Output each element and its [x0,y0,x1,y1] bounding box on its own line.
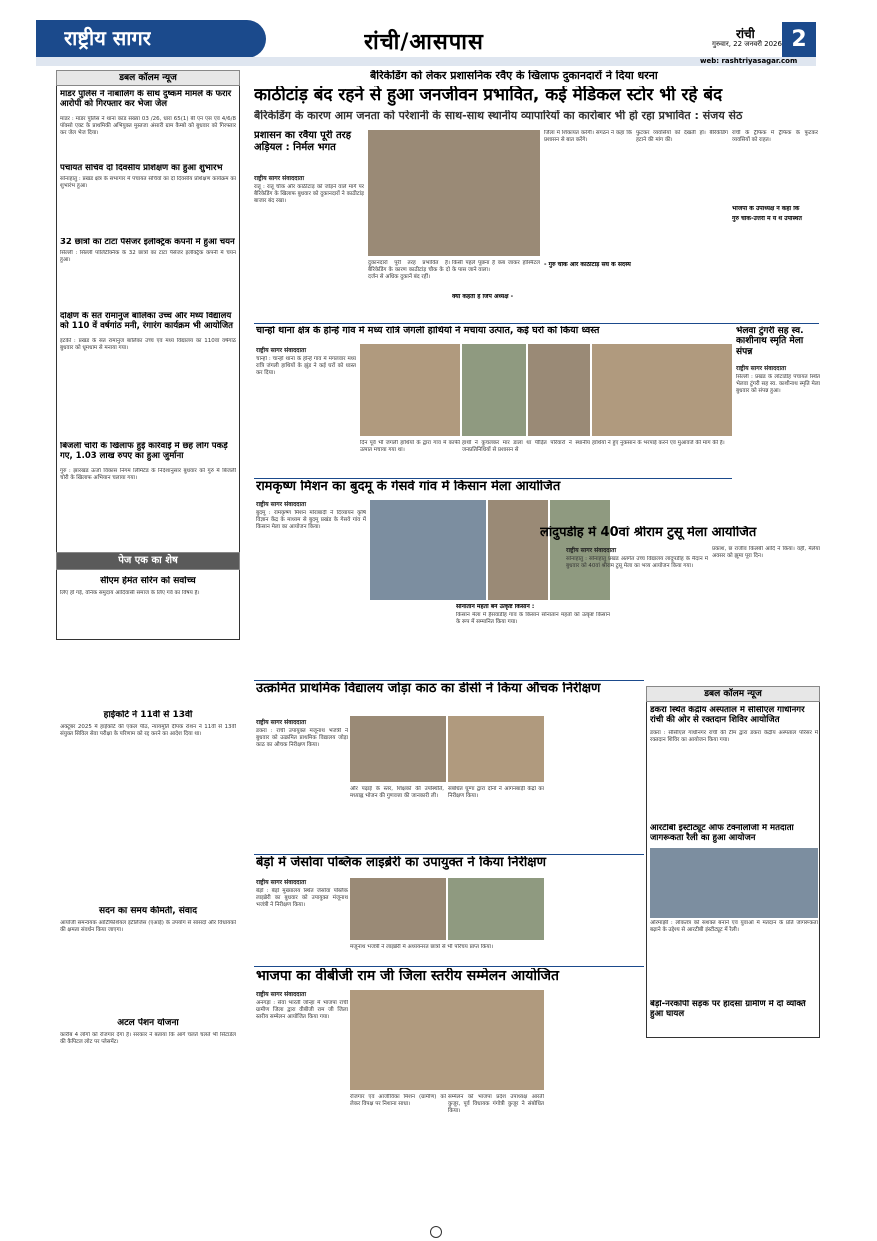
article-body: सिल्ली : प्रखंड के लोटाडीह पंचायत स्थित भेलवा टुंगरी सह स्व. काशीनाथ स्मृति मेला बुधवार को संपन्न हुआ। [736,374,820,394]
divider [254,680,644,681]
registration-mark-icon [430,1226,442,1238]
article-headline: अटल पेंशन योजना [117,1018,179,1028]
article-body: बुदमू : रामकृष्ण मिशन मोराबादी ने दिव्यायन कृषि विज्ञान केंद्र के माध्यम से बुदमू प्रखंड के गेसवे गांव में किसान मेला का आयोजन किया। [256,510,366,530]
article-body: सिल्ली : सिल्ली पॉलिटेक्निक के 32 छात्रों का टाटा पैसेंजर इलेक्ट्रिक कंपनी में चयन हुआ। [60,250,236,263]
website-url: web: rashtriyasagar.com [700,57,798,65]
masthead-title: राष्ट्रीय सागर [64,26,151,50]
article-body: रातू : रातू चौक और काठीटांड़ को जोड़ने वाले मार्ग पर बैरिकेडिंग के खिलाफ बुधवार को दुकानदारों ने काठीटांड़ बाजार बंद रखा। [254,184,364,204]
article-headline: 32 छात्रों का टाटा पैसेंजर इलेक्ट्रिक कंपनी में हुआ चयन [60,238,235,247]
byline: राष्ट्रीय सागर संवाददाता [256,991,307,998]
caption-body: मंजूनाथ भजंत्री ने लाइब्रेरी में अध्ययनरत छात्रों से भी परिचय प्राप्त किया। [350,944,494,950]
article-body: हाथियों ने हुए नुकसान के भरपाई करने एवं मुआवजे की मांग की है। [592,440,725,446]
sub-heading: क्या कहती है जिप अध्यक्ष - [452,294,514,300]
article-body: अक्टूबर 2025 में हाईकोर्ट की एकल पीठ, न्यायमूर्ति दीपक रोशन ने 11वीं से 13वीं संयुक्त सिविल सेवा परीक्षा के परिणाम को रद्द करने का आदेश दिया था। [60,724,236,737]
article-body: हाथी ने कुचलकर मार डाला था पीड़ित परिवारों ने स्थानीय जनप्रतिनिधियों से प्रशासन से [462,440,590,453]
article-body: आयोजी समन्वयक आर्टिफिशियल इंटेलिजेंस (एआई) के उपयोग से सांसदों और विधायकों की क्षमता संवर्धन किया जाएगा। [60,920,236,933]
article-body: रोजगार एवं आजीविका मिशन (ग्रामीण) को लेकर विपक्ष पर निशाना साधा। [350,1094,446,1107]
article-headline: डकरा स्थित केंद्रीय अस्पताल में सीसीएल गांधीनगर रांची की ओर से रक्तदान शिविर आयोजित [650,706,805,725]
article-headline: बिजली चोरी के खिलाफ हुई कार्रवाई में छह लोग पकड़े गए, 1.03 लाख रुपए का हुआ जुर्माना [60,442,228,461]
header-date: गुरुवार, 22 जनवरी 2026 [712,40,782,48]
story-headline: भेलवा टुंगरी सह स्व. काशीनाथ स्मृति मेला संपन्न [736,326,804,357]
article-body: सोनाहातु : प्रखंड क्षेत्र के सभागार में पंचायत सचिवों का दो दिवसीय प्रशिक्षण कार्यक्रम का शुभारंभ हुआ। [60,176,236,189]
article-body: सम्मेलन को भाजपा प्रदेश उपाध्यक्ष आरती कुजूर, पूर्व विधायक गंगोत्री कुजूर ने संबोधित किया। [448,1094,544,1114]
article-body: कारीब 4 लोगों को रोजगार देगा है। सरकार ने बताया कि आगे चलते चलते भी सिटाडेल की कैपिटल लोट पर प्लेसमेंट। [60,1032,236,1045]
story-headline: चान्हो थाना क्षेत्र के होन्हे गांव में मध्य रात्रि जंगली हाथियों ने मचाया उत्पात, कई घरों को किया ध्वस्त [256,326,600,336]
damaged-house-photo [528,344,590,436]
article-body: प्रकाश, छ राजीव किलबी आदि ने किया। वहीं, मेलेया अवसर को झूमा पूरा दिन। [712,546,820,559]
article-body: लिए हो गई, वनिक समुदाय आदिवासी समाज के लिए गर्व का विषय है। [60,590,200,596]
byline: राष्ट्रीय सागर संवाददाता [256,719,307,726]
divider [254,323,819,324]
divider [254,854,644,855]
caption-heading: सोनातान महतो बने उत्कृष्ट किसान : [456,604,535,610]
kisan-mela-photo [370,500,486,600]
lead-story-subhead: बैरिकेडिंग के कारण आम जनता को परेशानी के साथ-साथ स्थानीय व्यापारियों का कारोबार भी हो रहा प्रभावित : संजय सेठ [254,110,743,122]
article-body: दिन पूर्व भी जंगली हाथियों के द्वारा गांव में काफी उत्पात मचाया गया था। [360,440,460,453]
article-body: बेड़ो : बेड़ो मुख्यालय स्थित जेसोवा पब्लिक लाइब्रेरी का बुधवार को उपायुक्त मंजूनाथ भजंत्री ने निरीक्षण किया। [256,888,348,908]
article-body: अनगड़ा : सेवा भारती जोन्हा में भाजपा रांची ग्रामीण जिला द्वारा वीबीजी राम जी जिला स्तरीय सम्मेलन आयोजित किया गया। [256,1000,348,1020]
sub-heading: गुरु चौक-उत्तरी में ये थे उपस्थित [732,216,802,222]
article-headline: पंचायत सचिव दो दिवसीय प्रशिक्षण का हुआ शुभारंभ [60,164,223,173]
school-inspection-photo [350,716,446,782]
article-body: फुटकर व्यवसियों को देखती हो। बैरिकेडिंग हटाने की मांग की। [636,130,728,143]
damaged-house-photo [462,344,526,436]
protest-photo [368,130,540,256]
article-headline: हाईकोर्ट ने 11वीं से 13वीं [103,710,193,720]
article-body: और पढ़ाई के स्तर, शिक्षकों की उपस्थिति, मध्याह्न भोजन की गुणवत्ता की जानकारी ली। [350,786,444,799]
byline: राष्ट्रीय सागर संवाददाता [256,347,307,354]
story-kicker: बैरिकेडिंग को लेकर प्रशासनिक रवैए के खिलाफ दुकानदारों ने दिया धरना [370,70,658,82]
damaged-house-photo [360,344,460,436]
story-headline: उत्क्रमित प्राथमिक विद्यालय जोड़ा काठ का डीसी ने किया औचक निरीक्षण [256,682,601,696]
kisan-mela-photo [488,500,548,600]
school-inspection-photo [448,716,544,782]
sub-heading: भाजपा के उपाध्यक्ष ने कहा कि [732,206,800,212]
article-body: रांची के ट्रैफिक में ट्रैफिक के फुटकर व्यवसियों को राहत। [732,130,818,143]
divider [254,966,644,967]
article-body: डकरा : रांची उपायुक्त मंजूनाथ भजंत्री ने बुधवार को उत्क्रमित प्राथमिक विद्यालय जोड़ा काठ का औचक निरीक्षण किया। [256,728,348,748]
article-body: डकरा : सीसीएल गांधीनगर रांची की टीम द्वारा डकरा केंद्रीय अस्पताल परिसर में रक्तदान शिविर का आयोजन किया गया। [650,730,818,743]
article-body: सोनाहातु : सोनाहातु प्रखंड अंतर्गत उच्च विद्यालय लांदुपडीह के मैदान में बुधवार को 40वां श्रीराम टुसू मेला का भव्य आयोजन किया गया। [566,556,708,569]
article-headline: सदन का समय कीमती, संवाद [98,906,198,916]
bjp-sammelan-photo [350,990,544,1090]
article-body: चान्हो : चान्हो थाना के होन्हे गांव में मंगलवार मध्य रात्रि जंगली हाथियों के झुंड ने कई घरों को ध्वस्त कर दिया। [256,356,356,376]
continued-from-page-one-label: पेज एक का शेष [56,552,240,570]
byline: राष्ट्रीय सागर संवाददाता [736,365,787,372]
story-headline: रामकृष्ण मिशन का बुदमू के गेसवे गांव में किसान मेला आयोजित [256,480,561,494]
double-column-news-label: डबल कॉलम न्यूज [56,70,240,86]
story-headline: लांदुपडीह में 40वां श्रीराम टुसू मेला आयोजित [540,526,757,540]
byline: राष्ट्रीय सागर संवाददाता [256,501,307,508]
voter-awareness-rally-photo [650,848,818,918]
article-headline: बेड़ो-नरकोपी सड़क पर हादसा ग्रामीण में दो व्यक्ति हुआ घायल [650,1000,806,1019]
article-headline: दक्षिण के संत रामानुज बालिका उच्च और मध्य विद्यालय को 110 वें वर्षगांठ मनी, रंगारंग कार्यक्रम भी आयोजित [60,312,234,331]
website-bar [36,57,816,66]
header-city: रांची [736,27,755,41]
article-body: इटकी : प्रखंड के संत रामानुज बालिका उच्च एवं मध्य विद्यालय का 110वां वर्षगांठ बुधवार को धूमधाम से मनाया गया। [60,338,236,351]
article-body: किसी पहले पूछना है कब जाकर हॉस्पिटल के पास जाने वाला। [452,260,540,273]
page-number: 2 [782,22,816,58]
article-headline: सीएम हेमंत सोरेन को सर्वोच्च [100,576,196,586]
pull-quote: प्रशासन का रवैया पूरी तरह अड़ियल : निर्मल भगत [254,130,352,153]
lead-story-headline: काठीटांड़ बंद रहने से हुआ जनजीवन प्रभावित, कई मेडिकल स्टोर भी रहे बंद [254,86,723,105]
divider [254,478,732,479]
byline: राष्ट्रीय सागर संवाददाता [566,547,617,554]
library-photo [350,878,446,940]
article-body: संबंधित घुग्गा द्वारा दोनों ने आंगनबाड़ी केंद्रों का निरीक्षण किया। [448,786,544,799]
article-body: ओरमांझी : लोकतंत्र को सशक्त बनाने एवं युवाओं में मतदान के प्रति जागरूकता बढ़ाने के उद्देश्य से आरटीबी इंस्टीट्यूट में रैली। [650,920,818,933]
section-title: रांची/आसपास [364,30,484,55]
library-photo [448,878,544,940]
sub-heading: - गुरु चौक और काठीटांड़ संघ के सदस्य [544,262,631,268]
caption-body: किसान मेला में हैसवांडीह गांव के किसान सोनातान महतो को उत्कृष्ट किसान के रूप में सम्मानित किया गया। [456,612,610,625]
article-body: दुकानदारों पूरी तरह प्रभावित हैं। बैरिकेडिंग के कारण काठीटांड़ चौक के दो दर्जन से अधिक दुकानें बंद रहीं। [368,260,450,280]
story-headline: बेड़ो में जेसोवा पब्लिक लाइब्रेरी का उपायुक्त ने किया निरीक्षण [256,856,546,870]
double-column-news-label: डबल कॉलम न्यूज [646,686,820,702]
byline: राष्ट्रीय सागर संवाददाता [256,879,307,886]
article-headline: आरटीबी इंस्टीट्यूट ऑफ टेक्नोलॉजी में मतदाता जागरूकता रैली का हुआ आयोजन [650,824,794,843]
article-headline: मांडर पुलिस ने नाबालिग के साथ दुष्कर्म मामले के फरार आरोपी को गिरफ्तार कर भेजा जेल [60,90,232,109]
article-body: गुरु : झारखंड ऊर्जा विकास निगम लिमिटेड के निर्देशानुसार बुधवार को गुरु में बिजली चोरी के खिलाफ अभियान चलाया गया। [60,468,236,481]
byline: राष्ट्रीय सागर संवाददाता [254,175,305,182]
article-body: जिला में शिकायत करेंगी। संगठन ने कहा कि प्रशासन से बात करेंगे। [544,130,632,143]
story-headline: भाजपा का वीबीजी राम जी जिला स्तरीय सम्मेलन आयोजित [256,968,559,984]
article-body: मांडर : मांडर पुलिस ने थाना कांड संख्या 03 /26, धारा 65(1) बी एन एस एवं 4/6/8 पॉक्सो एक्ट के प्राथमिकी अभियुक्त मुस्तजा अंसारी ग्राम कैम्बो को बुधवार को गिरफ्तार कर जेल भेज दिया। [60,116,236,136]
damaged-house-photo [592,344,732,436]
